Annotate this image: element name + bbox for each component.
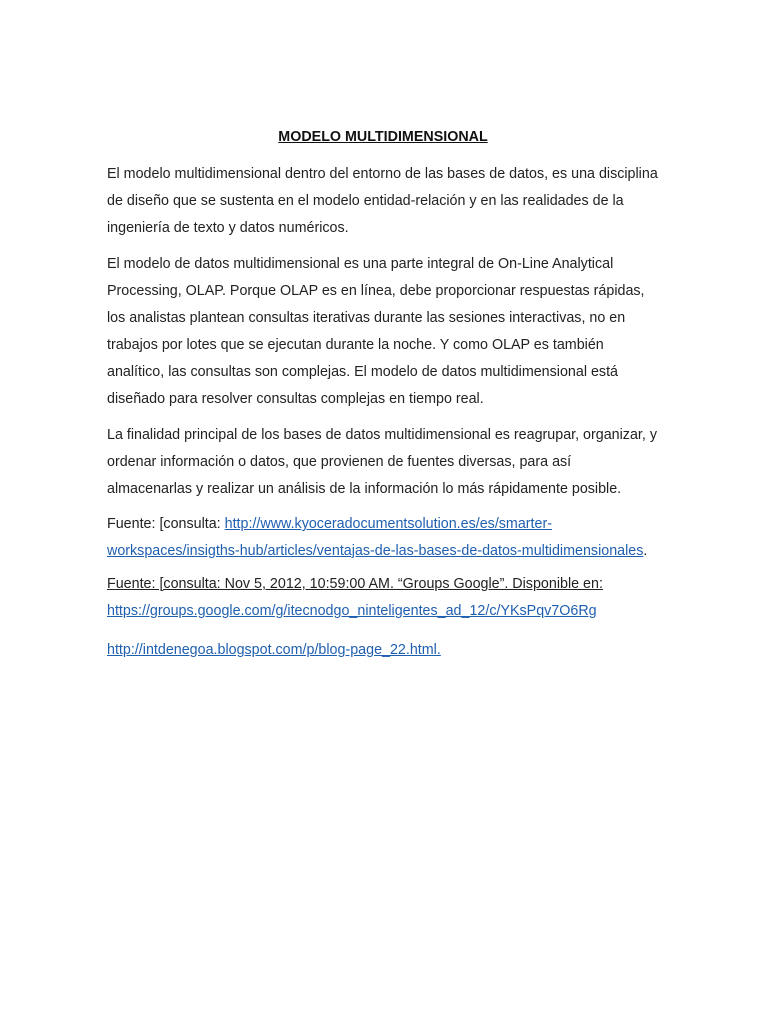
source-3-link[interactable]: http://intdenegoa.blogspot.com/p/blog-page_22.html. (107, 642, 441, 658)
paragraph-purpose: La finalidad principal de los bases de datos multidimensional es reagrupar, organizar, y ordenar información o datos, que provienen de fuentes diversas, para así almacenarlas y realizar un análisis de la información lo más rápidamente posible. (107, 427, 657, 497)
paragraph-olap: El modelo de datos multidimensional es una parte integral de On-Line Analytical Processing, OLAP. Porque OLAP es en línea, debe proporcionar respuestas rápidas, los analistas plantean consultas iterativas durante las sesiones interactivas, no en trabajos por lotes que se ejecutan durante la noche. Y como OLAP es también analítico, las consultas son complejas. El modelo de datos multidimensional está diseñado para resolver consultas complejas en tiempo real. (107, 256, 645, 407)
document-page (107, 124, 659, 673)
source-2-link[interactable]: https://groups.google.com/g/itecnodgo_ninteligentes_ad_12/c/YKsPqv7O6Rg (107, 603, 597, 619)
document-title: MODELO MULTIDIMENSIONAL (278, 129, 488, 145)
source-2-prefix: Fuente: [consulta: Nov 5, 2012, 10:59:00 AM. “Groups Google”. Disponible en: (107, 576, 603, 592)
source-1-link[interactable]: http://www.kyoceradocumentsolution.es/es/smarter-workspaces/insigths-hub/articles/ventajas-de-las-bases-de-datos-multidimensionales (107, 516, 644, 559)
source-citation-2 (107, 571, 659, 625)
source-1-suffix: . (643, 543, 648, 559)
source-1-prefix: Fuente: [consulta: (107, 516, 225, 532)
source-citation-3 (107, 637, 659, 664)
source-citation-1 (107, 511, 659, 565)
paragraph-definition: El modelo multidimensional dentro del entorno de las bases de datos, es una disciplina de diseño que se sustenta en el modelo entidad-relación y en las realidades de la ingeniería de texto y datos numéricos. (107, 166, 658, 236)
